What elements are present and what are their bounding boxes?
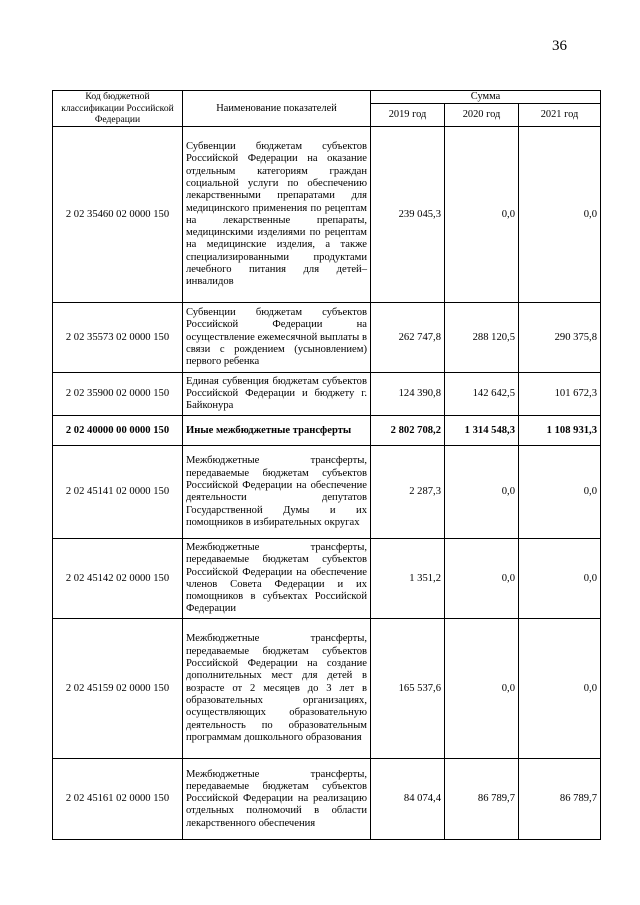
table-row xyxy=(53,127,601,303)
header-year-2021: 2021 год xyxy=(519,104,601,127)
row-name: Межбюджетные трансферты, передаваемые бюджетам субъектов Российской Федерации на создание дополнительных мест для детей в возрасте от 2 месяцев до 3 лет в образовательных организациях, осуществляющих образовательную деятельность по образовательным программам дошкольного образования xyxy=(183,619,371,759)
row-value-2019: 84 074,4 xyxy=(371,759,445,840)
row-code: 2 02 45142 02 0000 150 xyxy=(53,539,183,619)
row-value-2020: 86 789,7 xyxy=(445,759,519,840)
row-value-2019: 262 747,8 xyxy=(371,303,445,373)
row-value-2019: 1 351,2 xyxy=(371,539,445,619)
row-code: 2 02 45141 02 0000 150 xyxy=(53,446,183,539)
table-row xyxy=(53,539,601,619)
row-name: Иные межбюджетные трансферты xyxy=(183,416,371,446)
table-header xyxy=(53,91,601,127)
row-name: Межбюджетные трансферты, передаваемые бюджетам субъектов Российской Федерации на обеспечение деятельности депутатов Государственной Думы и их помощников в избирательных округах xyxy=(183,446,371,539)
row-value-2020: 0,0 xyxy=(445,619,519,759)
row-name: Единая субвенция бюджетам субъектов Российской Федерации и бюджету г. Байконура xyxy=(183,373,371,416)
row-value-2021: 86 789,7 xyxy=(519,759,601,840)
row-value-2019: 239 045,3 xyxy=(371,127,445,303)
header-year-2020: 2020 год xyxy=(445,104,519,127)
row-value-2021: 0,0 xyxy=(519,619,601,759)
row-code: 2 02 45159 02 0000 150 xyxy=(53,619,183,759)
row-name: Межбюджетные трансферты, передаваемые бюджетам субъектов Российской Федерации на реализацию отдельных полномочий в области лекарственного обеспечения xyxy=(183,759,371,840)
table-row-total xyxy=(53,416,601,446)
row-value-2020: 0,0 xyxy=(445,446,519,539)
row-code: 2 02 35460 02 0000 150 xyxy=(53,127,183,303)
row-value-2019: 2 287,3 xyxy=(371,446,445,539)
row-value-2020: 0,0 xyxy=(445,539,519,619)
row-name: Субвенции бюджетам субъектов Российской Федерации на осуществление ежемесячной выплаты в связи с рождением (усыновлением) первого ребенка xyxy=(183,303,371,373)
header-year-2019: 2019 год xyxy=(371,104,445,127)
row-value-2021: 101 672,3 xyxy=(519,373,601,416)
header-sum: Сумма xyxy=(371,91,601,104)
table-row xyxy=(53,303,601,373)
row-value-2021: 0,0 xyxy=(519,127,601,303)
row-code: 2 02 40000 00 0000 150 xyxy=(53,416,183,446)
row-code: 2 02 45161 02 0000 150 xyxy=(53,759,183,840)
row-value-2020: 288 120,5 xyxy=(445,303,519,373)
table-row xyxy=(53,619,601,759)
row-code: 2 02 35573 02 0000 150 xyxy=(53,303,183,373)
row-value-2021: 0,0 xyxy=(519,446,601,539)
row-value-2019: 2 802 708,2 xyxy=(371,416,445,446)
table-row xyxy=(53,373,601,416)
row-value-2020: 1 314 548,3 xyxy=(445,416,519,446)
budget-table xyxy=(52,90,601,840)
table-row xyxy=(53,759,601,840)
row-name: Субвенции бюджетам субъектов Российской Федерации на оказание отдельным категориям граждан социальной услуги по обеспечению лекарственными препаратами для медицинского применения по рецептам на лекарственные препараты, медицинскими изделиями по рецептам на медицинские изделия, а также специализированными продуктами лечебного питания для детей–инвалидов xyxy=(183,127,371,303)
row-value-2021: 1 108 931,3 xyxy=(519,416,601,446)
row-value-2021: 290 375,8 xyxy=(519,303,601,373)
row-code: 2 02 35900 02 0000 150 xyxy=(53,373,183,416)
row-value-2019: 124 390,8 xyxy=(371,373,445,416)
row-value-2021: 0,0 xyxy=(519,539,601,619)
row-value-2020: 0,0 xyxy=(445,127,519,303)
header-code: Код бюджетной классификации Российской Федерации xyxy=(53,91,183,127)
table-row xyxy=(53,446,601,539)
row-name: Межбюджетные трансферты, передаваемые бюджетам субъектов Российской Федерации на обеспечение членов Совета Федерации и их помощников в субъектах Российской Федерации xyxy=(183,539,371,619)
row-value-2019: 165 537,6 xyxy=(371,619,445,759)
page-number: 36 xyxy=(552,38,567,54)
header-name: Наименование показателей xyxy=(183,91,371,127)
row-value-2020: 142 642,5 xyxy=(445,373,519,416)
